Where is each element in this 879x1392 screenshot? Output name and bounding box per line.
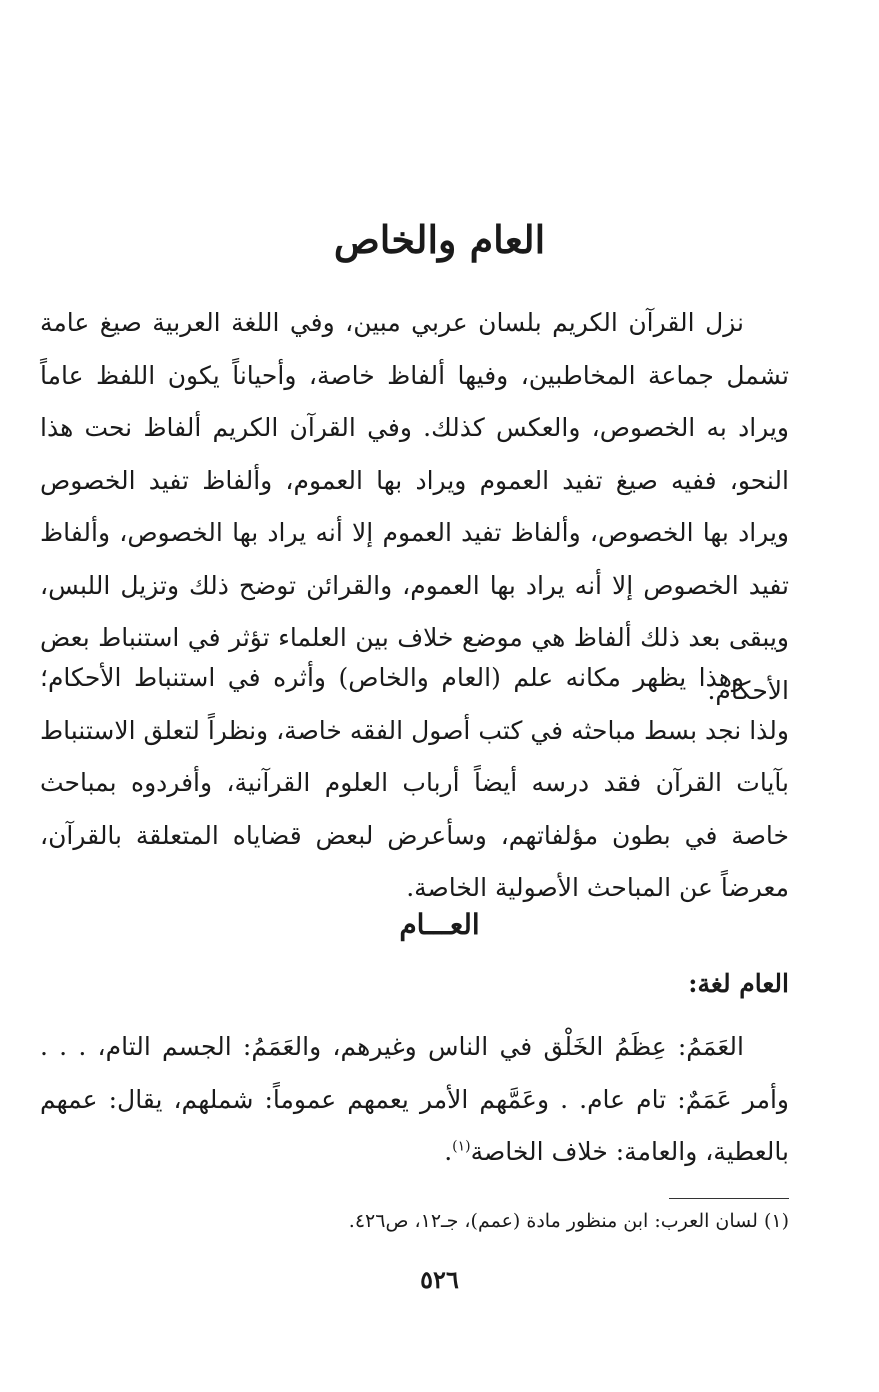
page-number: ٥٢٦: [420, 1265, 459, 1294]
definition-end: .: [444, 1137, 453, 1166]
definition-heading: العام لغة:: [688, 969, 789, 998]
chapter-title: العام والخاص: [333, 217, 546, 262]
section-heading: العـــام: [399, 908, 480, 941]
definition-text: العَمَمُ: عِظَمُ الخَلْق في الناس وغيرهم، والعَمَمُ: الجسم التام، . . . وأمر عَمَمٌ: تام عام. . وعَمَّهم الأمر يعمهم عموماً: شملهم، يقال: عمهم بالعطية، والعامة: خلاف الخاصة: [40, 1032, 789, 1166]
definition-paragraph: [40, 1021, 789, 1179]
intro-paragraph: نزل القرآن الكريم بلسان عربي مبين، وفي اللغة العربية صيغ عامة تشمل جماعة المخاطبين، وفيها ألفاظ خاصة، وأحياناً يكون اللفظ عاماً ويراد به الخصوص، والعكس كذلك. وفي القرآن الكريم ألفاظ نحت هذا النحو، ففيه صيغ تفيد العموم ويراد بها العموم، وألفاظ تفيد الخصوص ويراد بها الخصوص، وألفاظ تفيد العموم إلا أنه يراد بها الخصوص، وألفاظ تفيد الخصوص إلا أنه يراد بها العموم، والقرائن توضح ذلك وتزيل اللبس، ويبقى بعد ذلك ألفاظ هي موضع خلاف بين العلماء تؤثر في استنباط بعض الأحكام.: [40, 308, 789, 705]
footnote: (١) لسان العرب: ابن منظور مادة (عمم)، جـ١٢، ص٤٢٦.: [348, 1210, 789, 1232]
second-paragraph: وهذا يظهر مكانه علم (العام والخاص) وأثره في استنباط الأحكام؛ ولذا نجد بسط مباحثه في كتب أصول الفقه خاصة، ونظراً لتعلق الاستنباط بآيات القرآن فقد درسه أيضاً أرباب العلوم القرآنية، وأفردوه بمباحث خاصة في بطون مؤلفاتهم، وسأعرض لبعض قضاياه المتعلقة بالقرآن، معرضاً عن المباحث الأصولية الخاصة.: [40, 663, 789, 902]
footnote-divider: [669, 1198, 789, 1199]
footnote-marker: (١): [452, 1138, 471, 1155]
